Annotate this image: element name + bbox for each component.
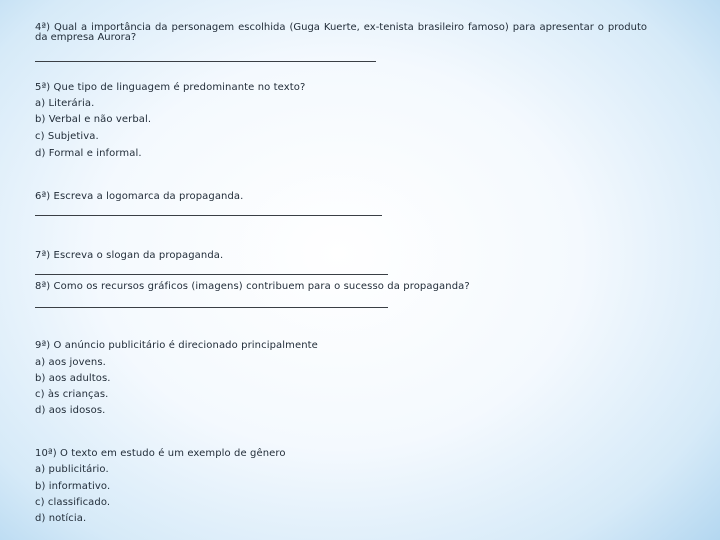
question-10-text: 10ª) O texto em estudo é um exemplo de gênero: [35, 448, 286, 459]
q9-option-a: a) aos jovens.: [35, 357, 106, 368]
question-9-text: 9ª) O anúncio publicitário é direcionado principalmente: [35, 340, 318, 351]
answer-line-q7: [35, 274, 388, 275]
q5-option-a: a) Literária.: [35, 98, 95, 109]
q9-option-c: c) às crianças.: [35, 389, 109, 400]
question-5-text: 5ª) Que tipo de linguagem é predominante no texto?: [35, 82, 306, 93]
answer-line-q8: [35, 307, 388, 308]
question-7-text: 7ª) Escreva o slogan da propaganda.: [35, 250, 224, 261]
q10-option-d: d) notícia.: [35, 513, 87, 524]
q10-option-a: a) publicitário.: [35, 464, 109, 475]
q10-option-c: c) classificado.: [35, 497, 111, 508]
q9-option-d: d) aos idosos.: [35, 405, 106, 416]
q10-option-b: b) informativo.: [35, 481, 111, 492]
q5-option-b: b) Verbal e não verbal.: [35, 114, 152, 125]
answer-line-q4: [35, 61, 376, 62]
question-4-text: 4ª) Qual a importância da personagem escolhida (Guga Kuerte, ex-tenista brasileiro famoso) para apresentar o produto da empresa Aurora?: [35, 22, 647, 43]
question-8-text: 8ª) Como os recursos gráficos (imagens) contribuem para o sucesso da propaganda?: [35, 281, 470, 292]
question-6-text: 6ª) Escreva a logomarca da propaganda.: [35, 191, 244, 202]
q5-option-d: d) Formal e informal.: [35, 148, 142, 159]
q9-option-b: b) aos adultos.: [35, 373, 111, 384]
answer-line-q6: [35, 215, 382, 216]
q5-option-c: c) Subjetiva.: [35, 131, 99, 142]
